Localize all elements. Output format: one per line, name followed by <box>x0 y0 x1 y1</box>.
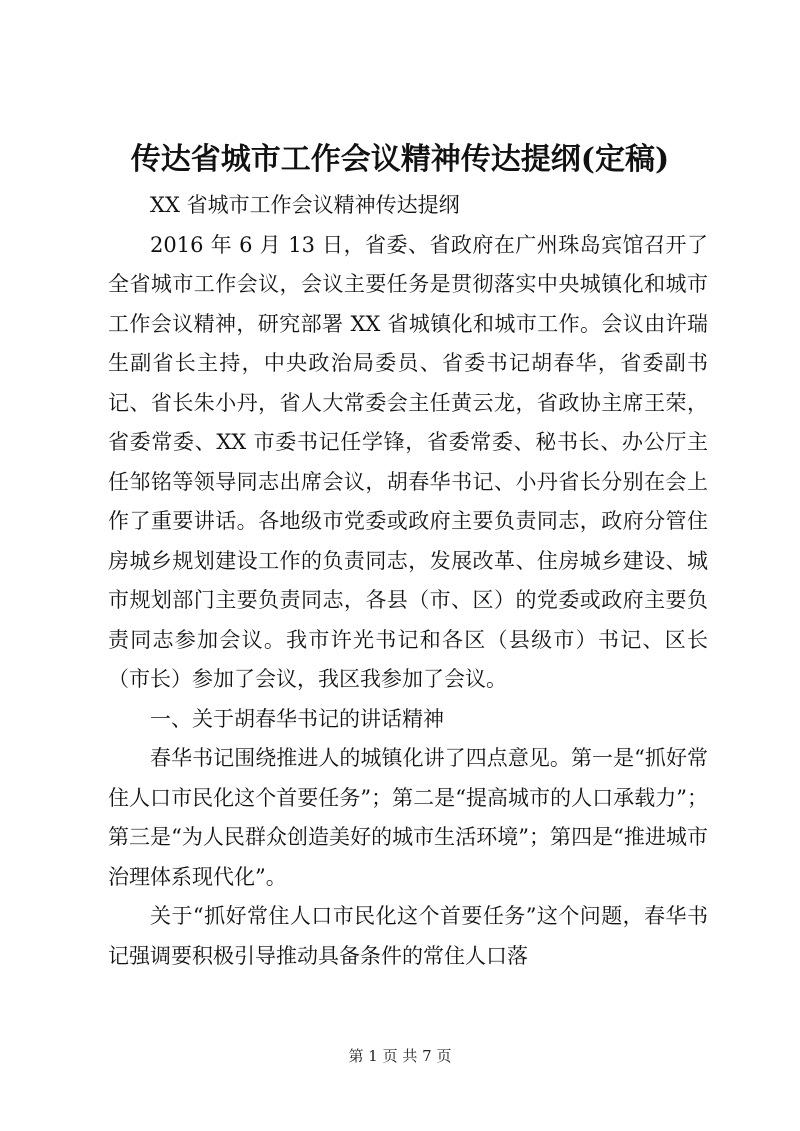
meeting-summary-paragraph: 2016 年 6 月 13 日，省委、省政府在广州珠岛宾馆召开了全省城市工作会议，会议主要任务是贯彻落实中央城镇化和城市工作会议精神，研究部署 XX 省城镇化和城市工作。会议由许瑞生副省长主持，中央政治局委员、省委书记胡春华，省委副书记、省长朱小丹，省人大常委会主任黄云龙，省政协主席王荣，省委常委、XX 市委书记任学锋，省委常委、秘书长、办公厅主任邹铭等领导同志出席会议，胡春华书记、小丹省长分别在会上作了重要讲话。各地级市党委或政府主要负责同志，政府分管住房城乡规划建设工作的负责同志，发展改革、住房城乡建设、城市规划部门主要负责同志，各县（市、区）的党委或政府主要负责同志参加会议。我市许光书记和各区（县级市）书记、区长（市长）参加了会议，我区我参加了会议。 <box>108 232 708 691</box>
subtitle-paragraph: XX 省城市工作会议精神传达提纲 <box>150 193 460 217</box>
document-body <box>108 186 708 976</box>
page-number-footer: 第 1 页 共 7 页 <box>348 1047 452 1065</box>
four-points-paragraph: 春华书记围绕推进人的城镇化讲了四点意见。第一是“抓好常住人口市民化这个首要任务”；第二是“提高城市的人口承载力”；第三是“为人民群众创造美好的城市生活环境”；第四是“推进城市治理体系现代化”。 <box>108 746 708 889</box>
first-task-paragraph: 关于“抓好常住人口市民化这个首要任务”这个问题，春华书记强调要积极引导推动具备条件的常住人口落 <box>108 904 708 968</box>
document-title: 传达省城市工作会议精神传达提纲(定稿) <box>130 142 670 177</box>
section-heading: 一、关于胡春华书记的讲话精神 <box>150 706 444 731</box>
